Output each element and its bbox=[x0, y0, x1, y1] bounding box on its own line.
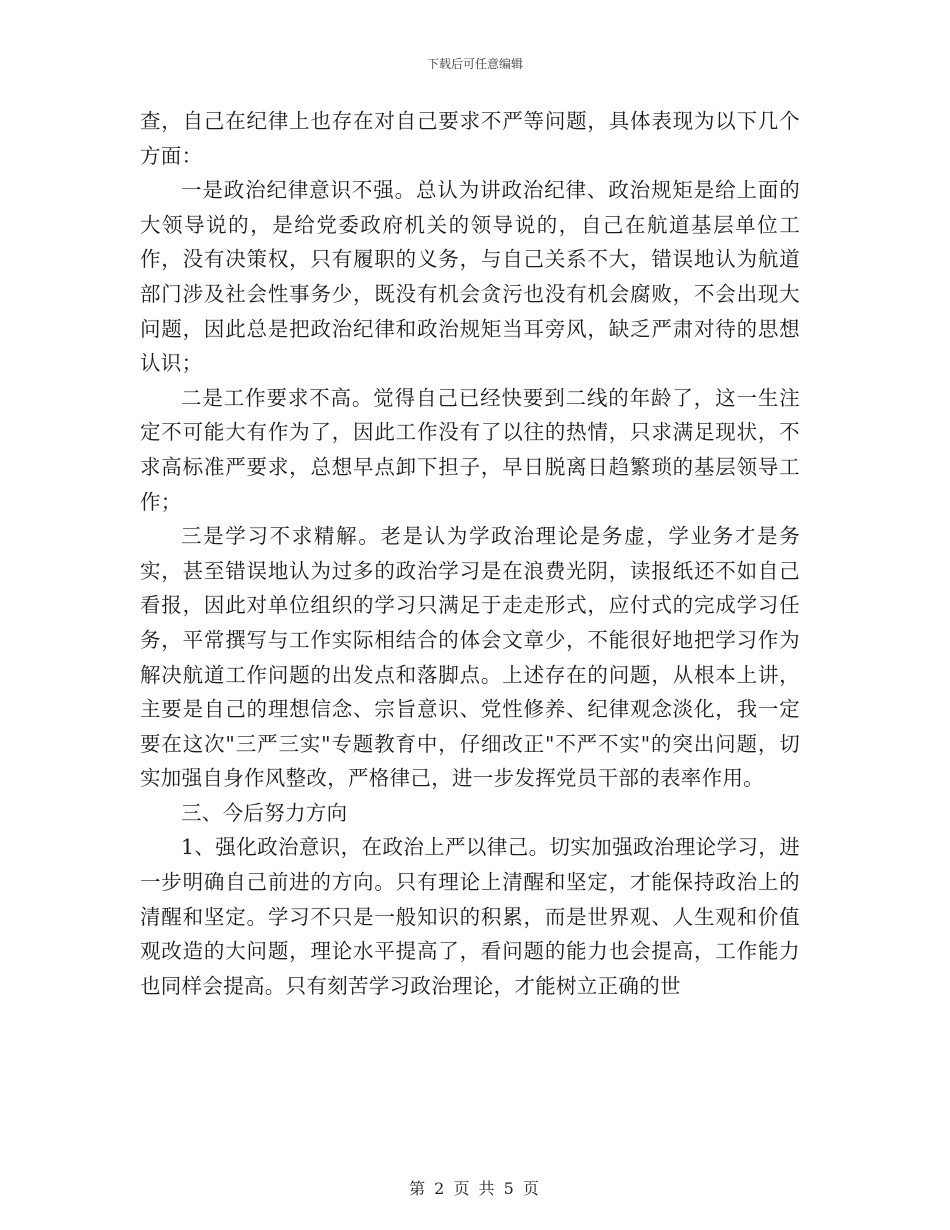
paragraph-work-requirements: 二是工作要求不高。觉得自己已经快要到二线的年龄了，这一生注定不可能大有作为了，因此工作没有了以往的热情，只求满足现状，不求高标准严要求，总想早点卸下担子，早日脱离日趋繁琐的基层领导工作； bbox=[140, 385, 800, 514]
paragraph-political-awareness: 1、强化政治意识，在政治上严以律己。切实加强政治理论学习，进一步明确自己前进的方向。只有理论上清醒和坚定，才能保持政治上的清醒和坚定。学习不只是一般知识的积累，而是世界观、人生观和价值观改造的大问题，理论水平提高了，看问题的能力也会提高，工作能力也同样会提高。只有刻苦学习政治理论，才能树立正确的世 bbox=[140, 835, 800, 998]
page-number: 第 2 页 共 5 页 bbox=[409, 1179, 541, 1198]
document-body bbox=[140, 104, 800, 1003]
page-header: 下载后可任意编辑 bbox=[426, 57, 523, 71]
paragraph-study: 三是学习不求精解。老是认为学政治理论是务虚，学业务才是务实，甚至错误地认为过多的政治学习是在浪费光阴，读报纸还不如自己看报，因此对单位组织的学习只满足于走走形式，应付式的完成学习任务，平常撰写与工作实际相结合的体会文章少，不能很好地把学习作为解决航道工作问题的出发点和落脚点。上述存在的问题，从根本上讲，主要是自己的理想信念、宗旨意识、党性修养、纪律观念淡化，我一定要在这次"三严三实"专题教育中，仔细改正"不严不实"的突出问题，切实加强自身作风整改，严格律己，进一步发挥党员干部的表率作用。 bbox=[140, 524, 800, 791]
paragraph-political-discipline: 一是政治纪律意识不强。总认为讲政治纪律、政治规矩是给上面的大领导说的，是给党委政府机关的领导说的，自己在航道基层单位工作，没有决策权，只有履职的义务，与自己关系不大，错误地认为航道部门涉及社会性事务少，既没有机会贪污也没有机会腐败，不会出现大问题，因此总是把政治纪律和政治规矩当耳旁风，缺乏严肃对待的思想认识； bbox=[140, 178, 800, 376]
paragraph-continuation: 查，自己在纪律上也存在对自己要求不严等问题，具体表现为以下几个方面： bbox=[140, 109, 800, 168]
section-heading-future-direction: 三、今后努力方向 bbox=[181, 800, 348, 825]
